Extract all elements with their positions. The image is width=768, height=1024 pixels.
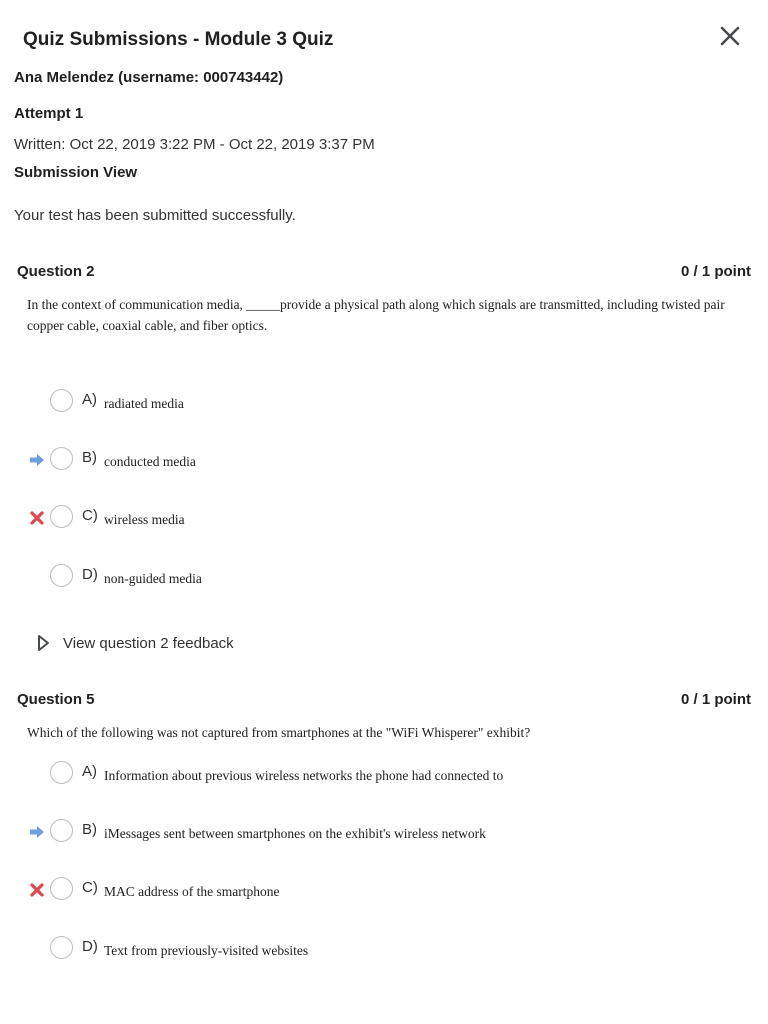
answer-letter: C)	[82, 879, 98, 896]
submission-status-message: Your test has been submitted successfully.	[14, 207, 296, 224]
answer-text: iMessages sent between smartphones on the exhibit's wireless network	[104, 826, 486, 841]
close-icon[interactable]	[716, 22, 744, 50]
feedback-label: View question 2 feedback	[63, 634, 234, 652]
answer-option	[0, 389, 768, 415]
answer-text: conducted media	[104, 454, 196, 469]
answer-radio[interactable]	[50, 447, 73, 470]
answer-option	[0, 819, 768, 845]
written-timestamp: Written: Oct 22, 2019 3:22 PM - Oct 22, 2019 3:37 PM	[14, 136, 375, 153]
question-score: 0 / 1 point	[680, 263, 751, 280]
answer-text: wireless media	[104, 512, 185, 527]
answer-text: radiated media	[104, 396, 184, 411]
correct-arrow-icon	[29, 824, 45, 840]
question-text: In the context of communication media, _____provide a physical path along which signals are transmitted, including twisted pair copper cable, coaxial cable, and fiber optics.	[27, 297, 725, 333]
student-name: Ana Melendez (username: 000743442)	[14, 69, 284, 86]
answer-radio[interactable]	[50, 819, 73, 842]
expand-triangle-icon	[36, 634, 50, 652]
answer-option	[0, 936, 768, 962]
answer-option	[0, 877, 768, 903]
question-label: Question 2	[17, 263, 95, 280]
answer-letter: B)	[82, 821, 97, 838]
answer-letter: B)	[82, 449, 97, 466]
answer-text: MAC address of the smartphone	[104, 884, 280, 899]
answer-option	[0, 447, 768, 473]
incorrect-x-icon	[29, 882, 45, 898]
answer-letter: D)	[82, 938, 98, 955]
answer-radio[interactable]	[50, 564, 73, 587]
answer-radio[interactable]	[50, 389, 73, 412]
incorrect-x-icon	[29, 510, 45, 526]
view-feedback-toggle[interactable]	[36, 634, 234, 652]
answer-radio[interactable]	[50, 877, 73, 900]
answer-radio[interactable]	[50, 505, 73, 528]
answer-text: non-guided media	[104, 571, 202, 586]
answer-option	[0, 505, 768, 531]
answer-radio[interactable]	[50, 936, 73, 959]
question-label: Question 5	[17, 691, 95, 708]
question-text: Which of the following was not captured from smartphones at the "WiFi Whisperer" exhibit?	[27, 725, 531, 740]
answer-radio[interactable]	[50, 761, 73, 784]
answer-option	[0, 761, 768, 787]
answer-letter: A)	[82, 763, 97, 780]
correct-arrow-icon	[29, 452, 45, 468]
question-header	[17, 263, 751, 280]
answer-text: Information about previous wireless networks the phone had connected to	[104, 768, 504, 783]
dialog-title: Quiz Submissions - Module 3 Quiz	[23, 29, 334, 50]
question-score: 0 / 1 point	[680, 691, 751, 708]
close-button[interactable]	[716, 22, 744, 50]
answer-letter: A)	[82, 391, 97, 408]
answer-letter: D)	[82, 566, 98, 583]
question-header	[17, 691, 751, 708]
attempt-label: Attempt 1	[14, 105, 84, 122]
submission-view-label: Submission View	[14, 164, 138, 181]
answer-text: Text from previously-visited websites	[104, 943, 309, 958]
answer-option	[0, 564, 768, 590]
answer-letter: C)	[82, 507, 98, 524]
